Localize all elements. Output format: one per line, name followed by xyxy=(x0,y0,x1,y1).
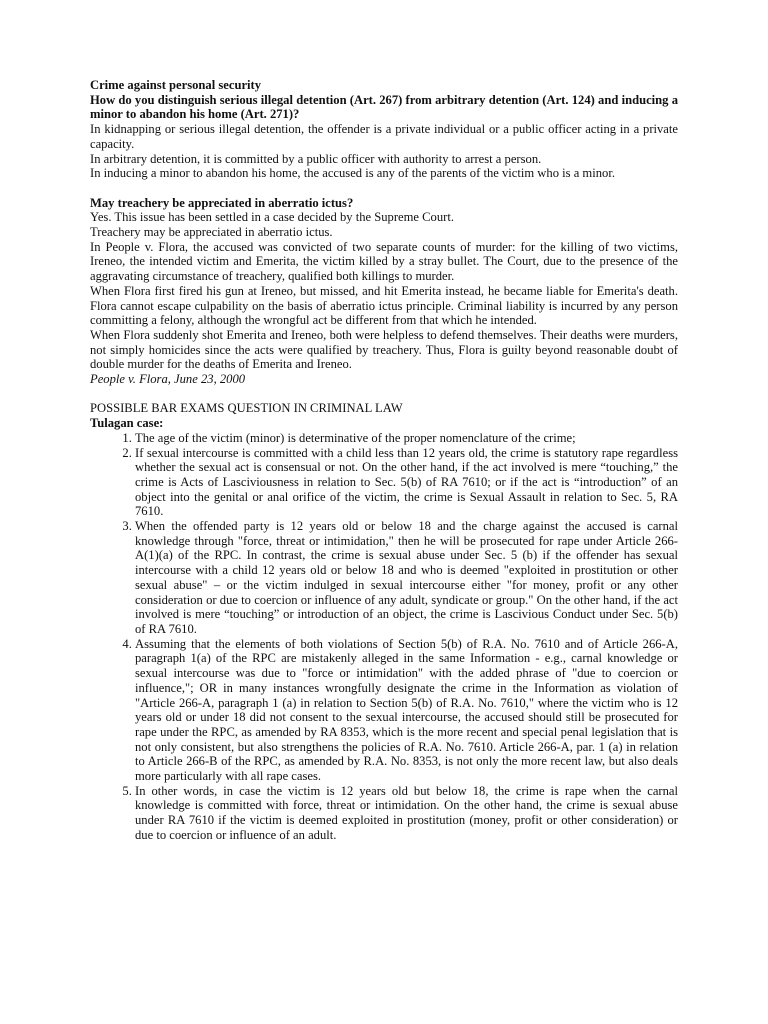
list-item: 1. The age of the victim (minor) is determinative of the proper nomenclature of the crime; xyxy=(135,431,678,446)
paragraph: In People v. Flora, the accused was convicted of two separate counts of murder: for the killing of two victims, Ireneo, the intended victim and Emerita, the victim killed by a stray bullet. The Court, due to the presence of the aggravating circumstance of treachery, qualified both killings to murder. xyxy=(90,239,678,284)
paragraph: In arbitrary detention, it is committed by a public officer with authority to arrest a person. xyxy=(90,151,542,166)
list-item: 4. Assuming that the elements of both violations of Section 5(b) of R.A. No. 7610 and of Article 266-A, paragraph 1(a) of the RPC are mistakenly alleged in the same Information - e.g., carnal knowledge or sexual intercourse was due to "force or intimidation" with the added phrase of "due to coercion or influence,"; OR in many instances wrongfully designate the crime in the Information as violation of "Article 266-A, paragraph 1 (a) in relation to Section 5(b) of R.A. No. 7610," where the victim who is 12 years old or under 18 did not consent to the sexual intercourse, the accused should still be prosecuted for rape under the RPC, as amended by RA 8353, which is the more recent and special penal legislation that is not only consistent, but also strengthens the policies of R.A. No. 7610. Article 266-A, par. 1 (a) in relation to Article 266-B of the RPC, as amended by R.A. No. 8353, is not only the more recent law, but also deals more particularly with all rape cases. xyxy=(135,637,678,784)
spacer xyxy=(90,181,678,196)
numbered-list xyxy=(90,431,678,843)
paragraph: When Flora suddenly shot Emerita and Ireneo, both were helpless to defend themselves. Their deaths were murders, not simply homicides since the acts were qualified by treachery. Thus, Flora is guilty beyond reasonable doubt of double murder for the deaths of Emerita and Ireneo. xyxy=(90,327,678,372)
paragraph: In inducing a minor to abandon his home, the accused is any of the parents of the victim who is a minor. xyxy=(90,166,615,181)
spacer xyxy=(90,387,678,402)
case-citation: People v. Flora, June 23, 2000 xyxy=(90,372,246,387)
paragraph: In kidnapping or serious illegal detention, the offender is a private individual or a public officer acting in a private capacity. xyxy=(90,122,678,151)
section-title: POSSIBLE BAR EXAMS QUESTION IN CRIMINAL LAW xyxy=(90,401,403,416)
paragraph: When Flora first fired his gun at Ireneo, but missed, and hit Emerita instead, he became liable for Emerita's death. Flora cannot escape culpability on the basis of aberratio ictus principle. Criminal liability is incurred by any person committing a felony, although the wrongful act be different from that which he intended. xyxy=(90,283,678,328)
list-item: 5. In other words, in case the victim is 12 years old but below 18, the crime is rape when the carnal knowledge is committed with force, threat or intimidation. On the other hand, the crime is sexual abuse under RA 7610 if the victim is deemed exploited in prostitution (money, profit or other consideration) or due to coercion or influence of an adult. xyxy=(135,784,678,843)
section-heading: Crime against personal security xyxy=(90,78,262,92)
list-item: 2. If sexual intercourse is committed with a child less than 12 years old, the crime is statutory rape regardless whether the sexual act is consensual or not. On the other hand, if the act involved is mere “touching,” the crime is Acts of Lasciviousness in relation to Sec. 5(b) of RA 7610; or if the act is “introduction” of an object into the genital or anal orifice of the victim, the crime is Sexual Assault in relation to Sec. 5, RA 7610. xyxy=(135,446,678,520)
paragraph: Yes. This issue has been settled in a case decided by the Supreme Court. xyxy=(90,210,454,225)
list-item: 3. When the offended party is 12 years old or below 18 and the charge against the accused is carnal knowledge through "force, threat or intimidation," then he will be prosecuted for rape under Article 266-A(1)(a) of the RPC. In contrast, the crime is sexual abuse under Sec. 5 (b) if the offender has sexual intercourse with a child 12 years old or below 18 and who is deemed "exploited in prostitution or other sexual abuse" – or the victim indulged in sexual intercourse either "for money, profit or any other consideration or due to coercion or influence of any adult, syndicate or group." On the other hand, if the act involved is mere “touching” or introduction of an object, the crime is Lascivious Conduct under Sec. 5(b) of RA 7610. xyxy=(135,519,678,637)
section-subtitle: Tulagan case: xyxy=(90,416,164,431)
paragraph: Treachery may be appreciated in aberratio ictus. xyxy=(90,225,333,240)
question-detention: How do you distinguish serious illegal detention (Art. 267) from arbitrary detention (Art. 124) and inducing a minor to abandon his home (Art. 271)? xyxy=(90,92,678,122)
document-page xyxy=(90,78,678,843)
question-treachery: May treachery be appreciated in aberratio ictus? xyxy=(90,195,354,210)
